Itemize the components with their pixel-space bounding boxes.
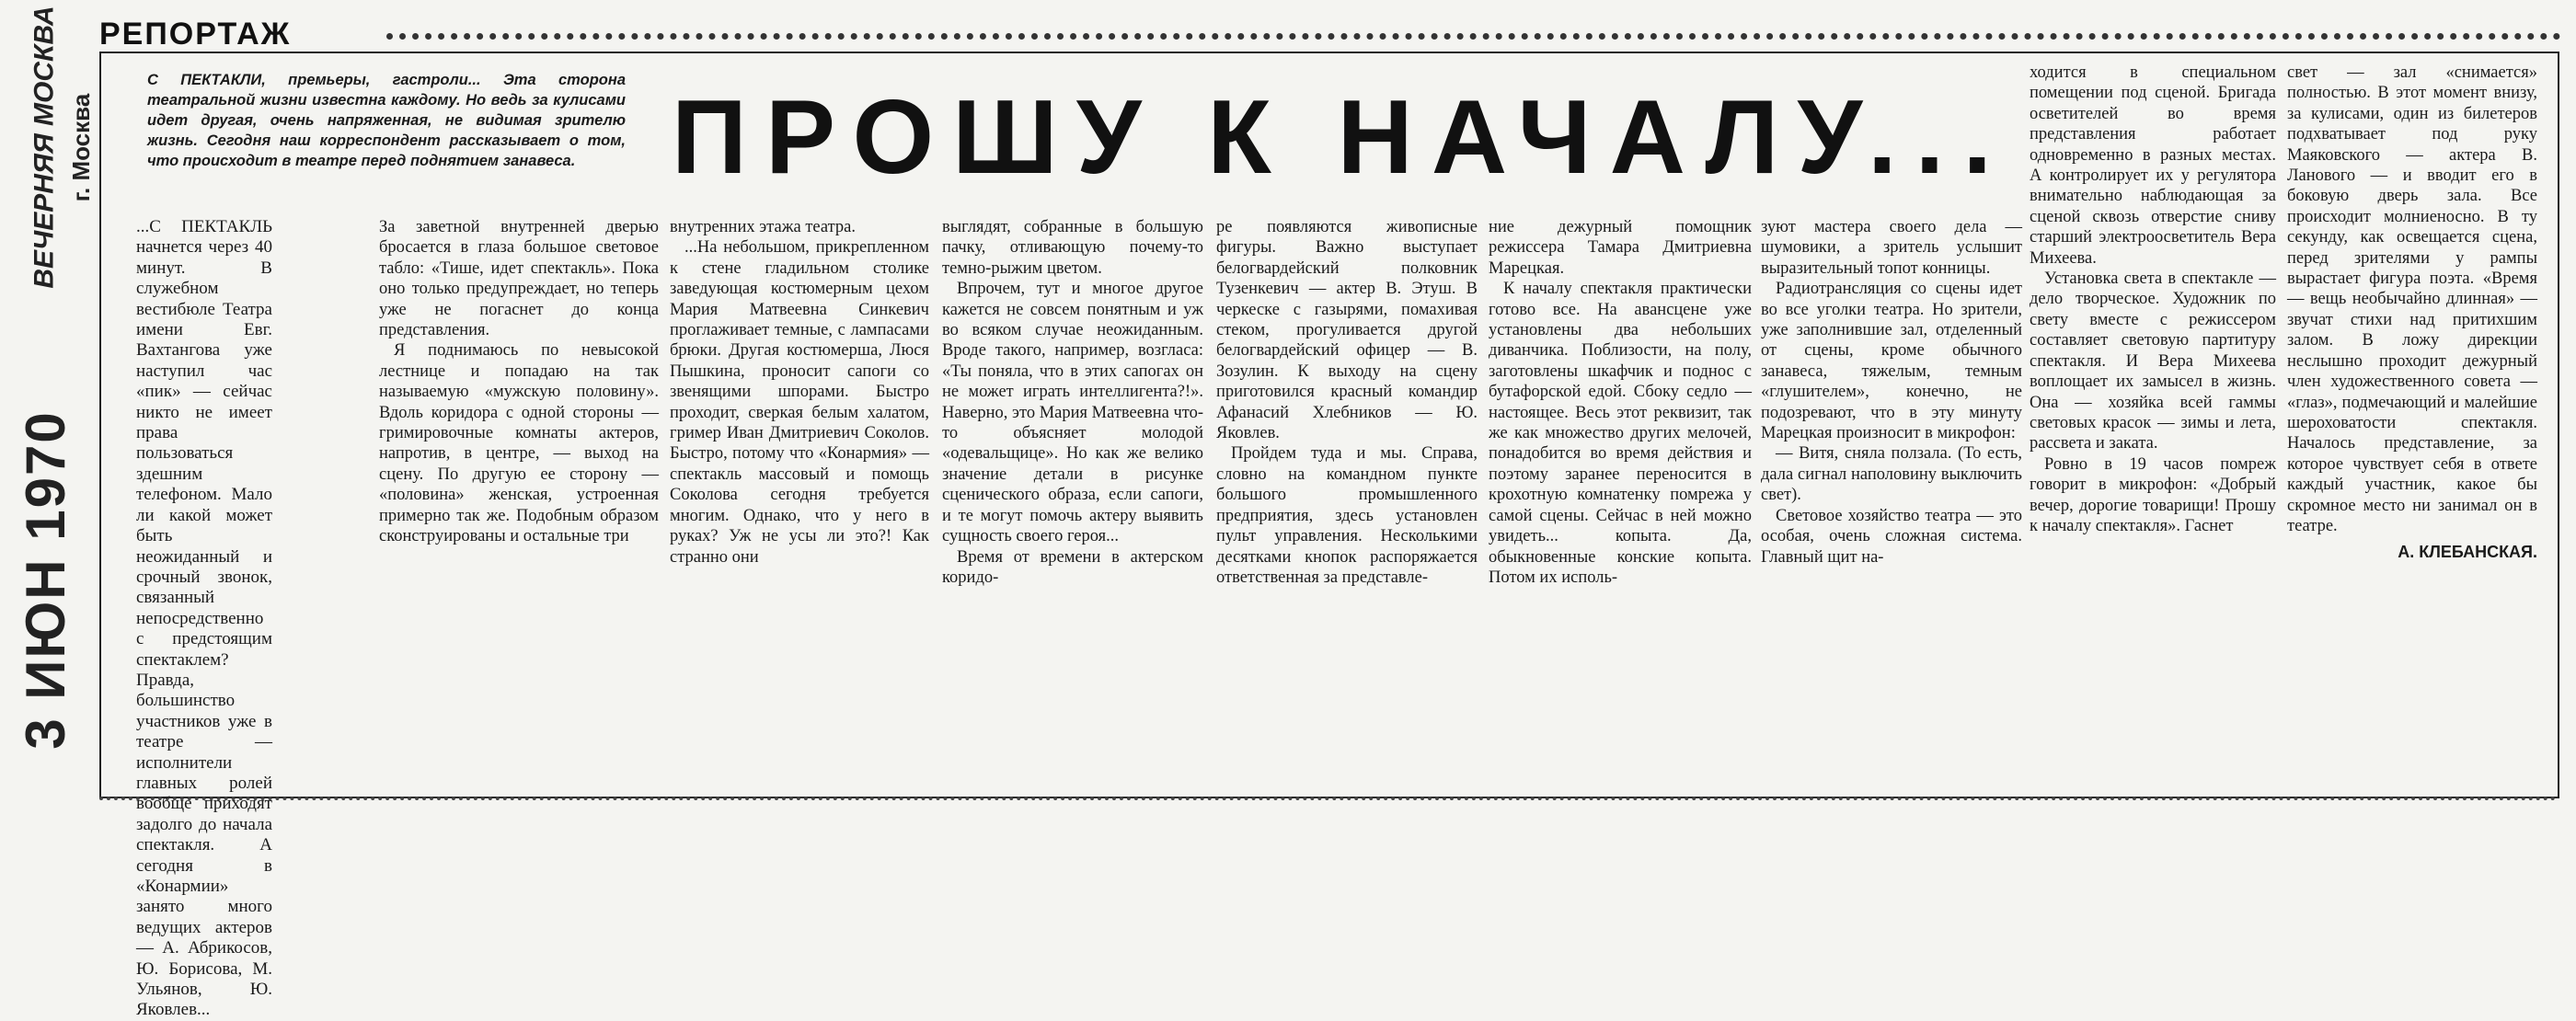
rubric-label: РЕПОРТАЖ (99, 17, 292, 52)
article-column-9: свет — зал «снимается» полностью. В этот момент внизу, за кулисами, один из билетеров подхватывает под руку Маяковского — актера В. Ланового — и вводит его в боковую дверь зала. Все происходит молниеносно. В ту секунду, как освещается сцена, перед зрителями у рампы вырастает фигура поэта. «Время — вещь необычайно длинная» — звучат стихи над притихшим залом. В ложу дирекции неслышно проходит дежурный член художественного совета — «глаз», подмечающий и малейшие шероховатости спектакля. Началось представление, за которое чувствует себя в ответе каждый участник, какое бы скромное место ни занимал он в театре. А. КЛЕБАНСКАЯ. (2287, 63, 2537, 562)
bottom-divider (99, 797, 2558, 800)
article-column-1: ...С ПЕКТАКЛЬ начнется через 40 минут. В служебном вестибюле Театра имени Евг. Вахтангова уже наступил час «пик» — сейчас никто не имеет права пользоваться здешним телефоном. Мало ли какой может быть неожиданный и срочный звонок, связанный непосредственно с предстоящим спектаклем? Правда, большинство участников уже в театре — исполнители главных ролей вообще приходят задолго до начала спектакля. А сегодня в «Конармии» занято много ведущих актеров — А. Абрикосов, Ю. Борисова, М. Ульянов, Ю. Яковлев... (136, 217, 272, 1020)
article-column-6: ние дежурный помощник режиссера Тамара Дмитриевна Марецкая. К началу спектакля практически готово все. На авансцене уже установлены два небольших диванчика. Поблизости, на полу, заготовлены шкафчик и поднос с бутафорской едой. Сбоку седло — настоящее. Весь этот реквизит, так же как множество других мелочей, понадобится во время действия и поэтому заранее переносится в крохотную комнатенку помрежа у самой сцены. Сейчас в ней можно увидеть... копыта. Да, обыкновенные конские копыта. Потом их исполь- (1489, 218, 1752, 587)
article-column-2: За заветной внутренней дверью бросается в глаза большое световое табло: «Тише, идет спектакль». Пока оно только предупреждает, но теперь уже не погаснет до конца представления. Я поднимаюсь по невысокой лестнице и попадаю на так называемую «мужскую половину». Вдоль коридора с одной стороны — гримировочные комнаты актеров, напротив, в центре, — выход на сцену. По другую ее сторону — «половина» женская, устроенная примерно так же. Подобным образом сконструированы и остальные три (379, 218, 659, 546)
article-column-8: ходится в специальном помещении под сценой. Бригада осветителей во время представления работает одновременно в разных местах. А контролирует их у регулятора внимательно наблюдающая за сценой сквозь отверстие сниву старший электроосветитель Вера Михеева. Установка света в спектакле — дело творческое. Художник по свету вместе с режиссером составляет световую партитуру спектакля. И Вера Михеева воплощает их замысел в жизнь. Она — хозяйка всей гаммы световых красок — зимы и лета, рассвета и заката. Ровно в 19 часов помреж говорит в микрофон: «Добрый вечер, дорогие товарищи! Прошу к началу спектакля». Гаснет (2030, 63, 2276, 535)
article-column-4: выглядят, собранные в большую пачку, отливающую почему-то темно-рыжим цветом. Впрочем, тут и многое другое кажется не совсем понятным и уж во всяком случае неожиданным. Вроде такого, например, возгласа: «Ты поняла, что в этих сапогах он не может играть интеллигента?!». Наверно, это Мария Матвеевна что-то объясняет молодой «одевальщице». Но как же велико значение детали в рисунке сценического образа, если сапоги, и те могут помочь актеру выявить сущность своего героя... Время от времени в актерском коридо- (942, 218, 1204, 587)
masthead-city: г. Москва (67, 93, 96, 201)
article-column-3: внутренних этажа театра. ...На небольшом, прикрепленном к стене гладильном столике заведующая костюмерным цехом Мария Матвеевна Синкевич проглаживает темные, с лампасами брюки. Другая костюмерша, Люся Пышкина, проносит сапоги со звенящими шпорами. Быстро проходит, сверкая белым халатом, гример Иван Дмитриевич Соколов. Быстро, потому что «Конармия» — спектакль массовый и помощь Соколова сегодня требуется многим. Однако, что у него в руках? Уж не усы ли это?! Как странно они (670, 218, 929, 567)
article-lead: С ПЕКТАКЛИ, премьеры, гастроли... Эта сторона театральной жизни известна каждому. Но ведь за кулисами идет другая, очень напряженная, не видимая зрителю жизнь. Сегодня наш корреспондент рассказывает о том, что происходит в театре перед поднятием занавеса. (147, 72, 626, 169)
article-column-5: ре появляются живописные фигуры. Важно выступает белогвардейский полковник Тузенкевич — актер В. Этуш. В черкеске с газырями, помахивая стеком, прогуливается другой белогвардейский офицер — В. Зозулин. К выходу на сцену приготовился красный командир Афанасий Хлебников — Ю. Яковлев. Пройдем туда и мы. Справа, словно на командном пункте большого промышленного предприятия, здесь установлен пульт управления. Несколькими десятками кнопок распоряжается ответственная за представле- (1216, 218, 1478, 587)
masthead-date: 3 ИЮН 1970 (14, 409, 76, 750)
rubric-divider (386, 33, 2561, 40)
article-column-7: зуют мастера своего дела — шумовики, а зритель услышит выразительный топот конницы. Радиотрансляция со сцены идет во все уголки театра. Но зрители, уже заполнившие зал, отделенный от сцены, кроме обычного занавеса, тяжелым, темным «глушителем», конечно, не подозревают, что в эту минуту Марецкая произносит в микрофон: — Витя, сняла ползала. (То есть, дала сигнал наполовину выключить свет). Световое хозяйство театра — это особая, очень сложная система. Главный щит на- (1761, 218, 2022, 567)
masthead-paper: ВЕЧЕРНЯЯ МОСКВА (29, 6, 61, 289)
author-signature: А. КЛЕБАНСКАЯ. (2398, 543, 2537, 562)
article-headline: ПРОШУ К НАЧАЛУ... (672, 79, 2011, 196)
